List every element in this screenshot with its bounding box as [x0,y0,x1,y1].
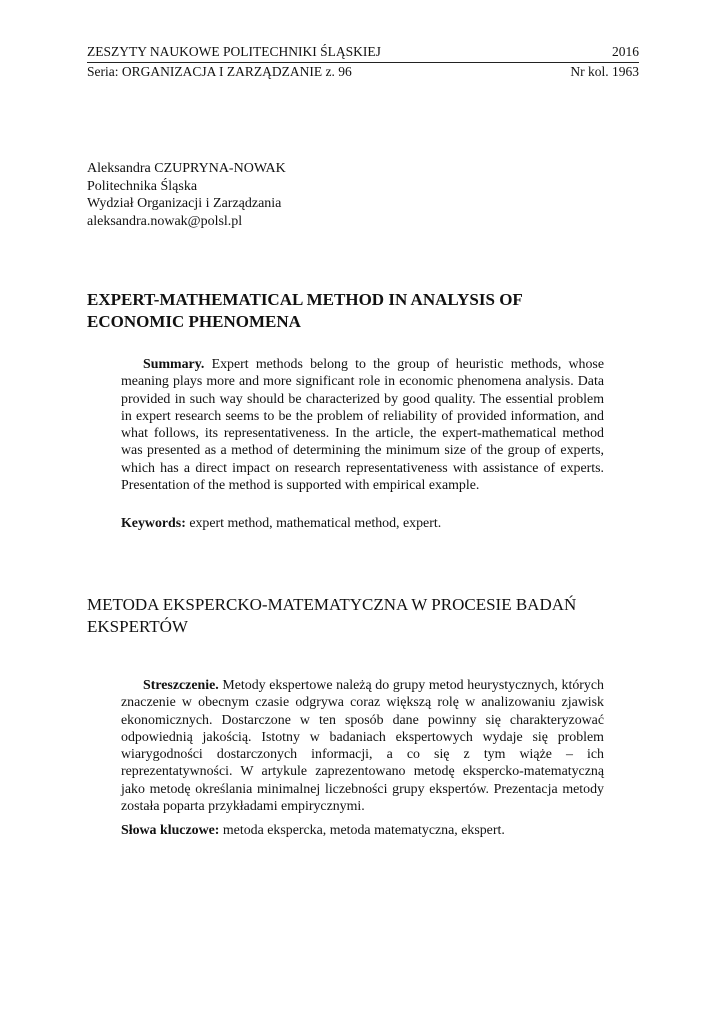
streszczenie-label: Streszczenie. [143,678,219,693]
polish-title: METODA EKSPERCKO-MATEMATYCZNA W PROCESIE BADAŃ EKSPERTÓW [87,595,577,636]
journal-year: 2016 [612,44,639,59]
summary-label: Summary. [143,357,205,372]
polish-summary [121,677,604,815]
journal-header [87,44,639,60]
english-summary [121,356,604,494]
author-email: aleksandra.nowak@polsl.pl [87,213,243,229]
polish-keywords [121,822,505,839]
english-title: EXPERT-MATHEMATICAL METHOD IN ANALYSIS OF ECONOMIC PHENOMENA [87,290,523,331]
streszczenie-text: Metody ekspertowe należą do grupy metod heurystycznych, których znaczenie w obecnym czasie odgrywa coraz większą rolę w analizowaniu zjawisk ekonomicznych. Dostarczone w ten sposób dane powinny się charakteryzować odpowiednią jakością. Istotny w badaniach ekspertowych wydaje się problem wiarygodności dostarczonych informacji, a co się z tym wiąże – ich reprezentatywności. W artykule zaprezentowano metodę ekspercko-matematyczną jako metodę określania minimalnej liczebności grupy ekspertów. Prezentacja metody została poparta przykładami empirycznymi. [121,678,604,815]
series-name: Seria: ORGANIZACJA I ZARZĄDZANIE z. 96 [87,64,352,79]
keywords-text: expert method, mathematical method, expert. [189,516,442,531]
series-header [87,62,639,80]
author-university: Politechnika Śląska [87,178,198,194]
slowa-kluczowe-label: Słowa kluczowe: [121,823,220,838]
author-faculty: Wydział Organizacji i Zarządzania [87,196,282,211]
author-block [87,160,286,230]
issue-number: Nr kol. 1963 [570,64,639,79]
slowa-kluczowe-text: metoda ekspercka, metoda matematyczna, ekspert. [222,823,505,838]
journal-name: ZESZYTY NAUKOWE POLITECHNIKI ŚLĄSKIEJ [87,44,381,59]
english-keywords [121,515,441,532]
keywords-label: Keywords: [121,516,186,531]
author-name: Aleksandra CZUPRYNA-NOWAK [87,161,286,176]
summary-text: Expert methods belong to the group of heuristic methods, whose meaning plays more and more significant role in economic phenomena analysis. Data provided in such way should be characterized by good quality. The essential problem in expert research seems to be the problem of reliability of provided information, and what follows, its representativeness. In the article, the expert-mathematical method was presented as a method of determining the minimum size of the group of experts, which has a direct impact on research representativeness with assistance of experts. Presentation of the method is supported with empirical example. [121,357,604,494]
